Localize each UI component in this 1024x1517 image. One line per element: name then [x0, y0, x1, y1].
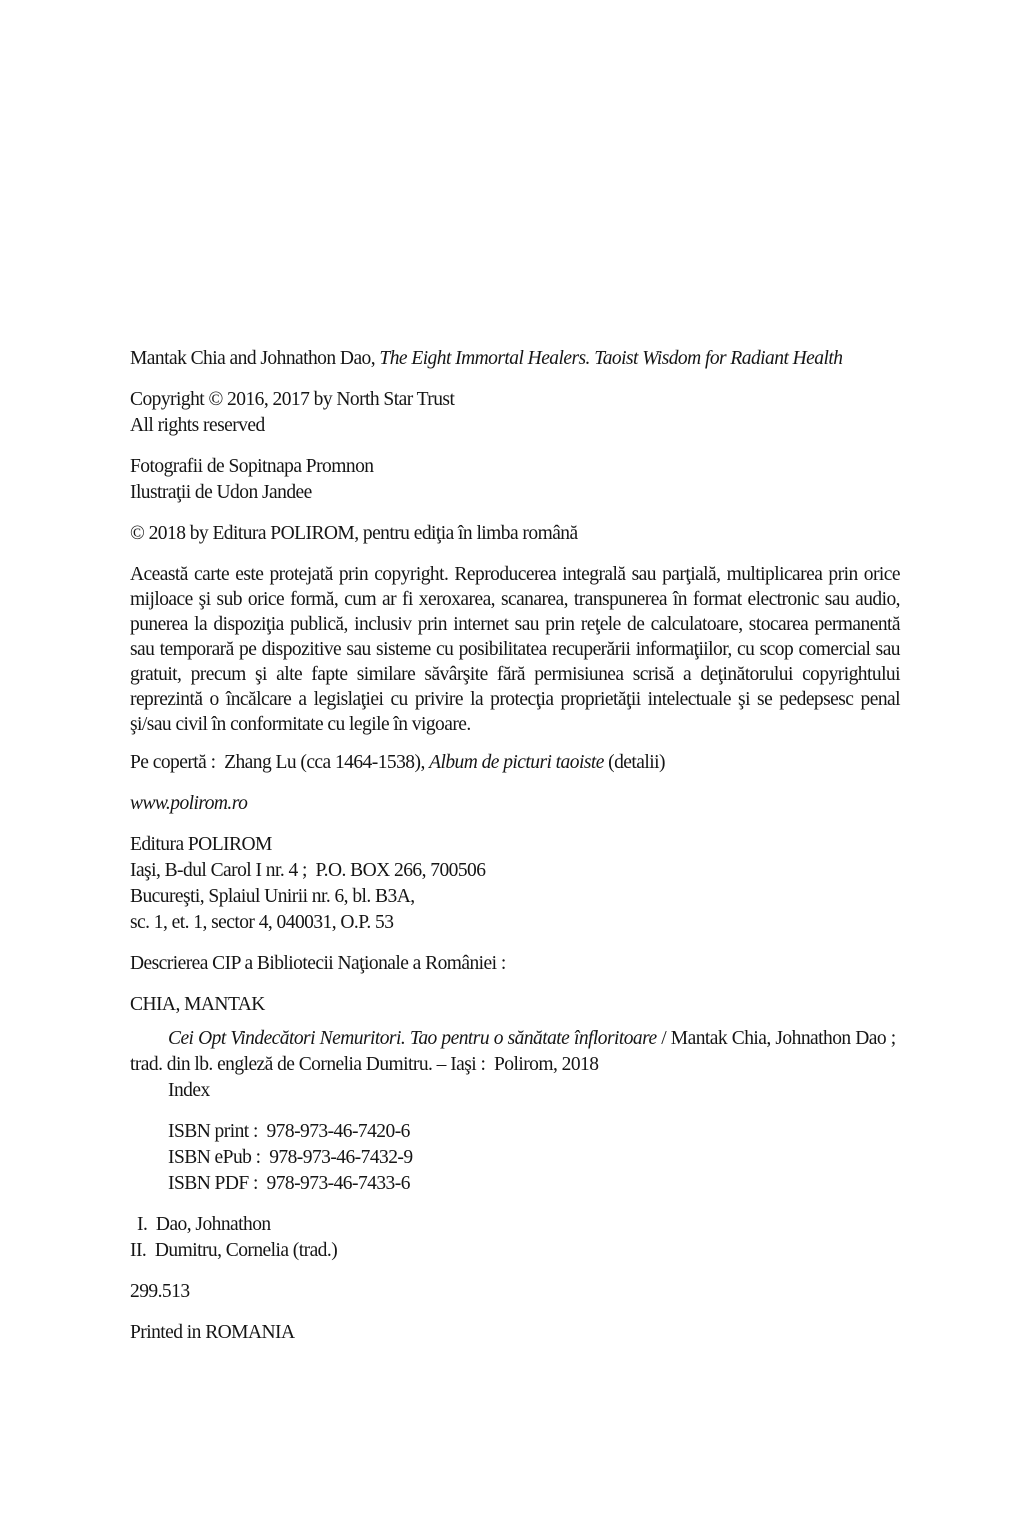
attribution [130, 346, 900, 372]
attribution-book-title: The Eight Immortal Healers. Taoist Wisdom for Radiant Health [379, 348, 843, 369]
printed-in-line: Printed in ROMANIA [130, 1322, 295, 1343]
publisher-name-line: Editura POLIROM [130, 834, 272, 855]
isbn-print-line: ISBN print : 978-973-46-7420-6 [168, 1121, 410, 1142]
isbn-list [130, 1119, 900, 1197]
copyright-romanian: © 2018 by Editura POLIROM, pentru ediţia în limba română [130, 523, 578, 544]
photo-credit-line: Fotografii de Sopitnapa Promnon [130, 456, 374, 477]
cip-header: Descrierea CIP a Bibliotecii Naţionale a României : [130, 953, 506, 974]
cover-credit-suffix: (detalii) [603, 752, 665, 773]
rights-reserved-line: All rights reserved [130, 415, 265, 436]
publisher-sector-line: sc. 1, et. 1, sector 4, 040031, O.P. 53 [130, 912, 394, 933]
cip-entry-i-line: I. Dao, Johnathon [137, 1214, 271, 1235]
legal-notice-paragraph: Această carte este protejată prin copyright. Reproducerea integrală sau parţială, multiplicarea prin orice mijloace şi sub orice formă, cum ar fi xeroxarea, scanarea, transpunerea în format electronic sau audio, punerea la dispoziţia publică, inclusiv prin internet sau prin reţele de calculatoare, stocarea permanentă sau temporară pe dispozitive sau sisteme cu posibilitatea recuperării informaţiilor, cu scop comercial sau gratuit, precum şi alte fapte similare săvârşite fără permisiunea scrisă a deţinătorului copyrightului reprezintă o încălcare a legislaţiei cu privire la protecţia proprietăţii intelectuale şi se pedepsesc penal şi/sau civil în conformitate cu legile în vigoare. [130, 564, 900, 735]
publisher-iasi-line: Iaşi, B-dul Carol I nr. 4 ; P.O. BOX 266, 700506 [130, 860, 486, 881]
colophon-page [130, 346, 900, 1361]
publisher-website [130, 791, 900, 817]
cip-secondary-entries [130, 1212, 900, 1264]
cover-credit-prefix: Pe copertă : Zhang Lu (cca 1464-1538), [130, 752, 430, 773]
website-url: www.polirom.ro [130, 793, 248, 814]
cip-author: CHIA, MANTAK [130, 994, 265, 1015]
cip-entry-title: Cei Opt Vindecători Nemuritori. Tao pentru o sănătate înfloritoare [168, 1028, 657, 1049]
cover-artwork-title: Album de picturi taoiste [429, 752, 604, 773]
isbn-pdf-line: ISBN PDF : 978-973-46-7433-6 [168, 1173, 410, 1194]
illustration-credit-line: Ilustraţii de Udon Jandee [130, 482, 312, 503]
copyright-english [130, 387, 900, 439]
credits [130, 454, 900, 506]
cover-credit [130, 750, 900, 776]
attribution-authors: Mantak Chia and Johnathon Dao, [130, 348, 380, 369]
publisher-bucuresti-line: Bucureşti, Splaiul Unirii nr. 6, bl. B3A, [130, 886, 415, 907]
cip-entry [130, 1026, 900, 1078]
isbn-epub-line: ISBN ePub : 978-973-46-7432-9 [168, 1147, 413, 1168]
cip-entry-ii-line: II. Dumitru, Cornelia (trad.) [130, 1240, 338, 1261]
copyright-line: Copyright © 2016, 2017 by North Star Trust [130, 389, 455, 410]
cip-index-label: Index [168, 1080, 210, 1101]
cip-entry-details: / Mantak Chia, Johnathon Dao ; trad. din lb. engleză de Cornelia Dumitru. – Iaşi : Polirom, 2018 [130, 1028, 900, 1075]
cip-classification-code: 299.513 [130, 1281, 190, 1302]
publisher-address [130, 832, 900, 936]
